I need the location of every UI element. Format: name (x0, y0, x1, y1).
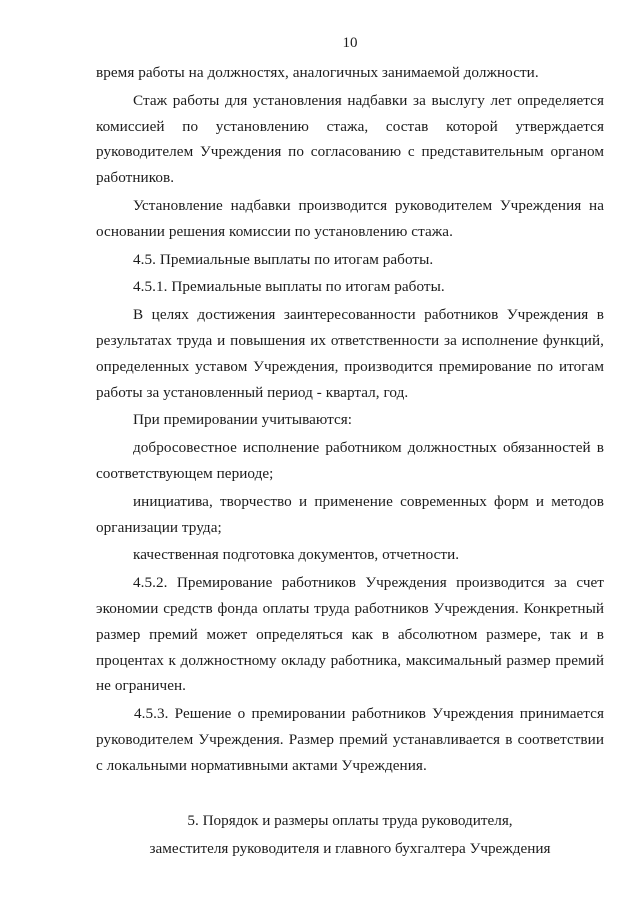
paragraph-1: время работы на должностях, аналогичных занимаемой должности. (96, 64, 539, 81)
paragraph-6: В целях достижения заинтересованности работников Учреждения в результатах труда и повышения их ответственности за исполнение функций, определенных уставом Учреждения, производится премирование по итогам работы за установленный период - квартал, год. (96, 306, 604, 401)
paragraph-5: 4.5.1. Премиальные выплаты по итогам работы. (133, 278, 445, 296)
page-number: 10 (342, 35, 358, 51)
section-heading-line-2: заместителя руководителя и главного бухгалтера Учреждения (149, 839, 551, 857)
paragraph-8: добросовестное исполнение работником должностных обязанностей в соответствующем периоде; (96, 439, 604, 482)
paragraph-7: При премировании учитываются: (133, 411, 353, 429)
paragraph-12: 4.5.3. Решение о премировании работников Учреждения принимается руководителем Учреждения. Размер премий устанавливается в соответствии с локальными нормативными актами Учреждения. (96, 705, 604, 774)
paragraph-2: Стаж работы для установления надбавки за выслугу лет определяется комиссией по установлению стажа, состав которой утверждается руководителем Учреждения по согласованию с представительным органом работников. (96, 91, 604, 187)
paragraph-3: Установление надбавки производится руководителем Учреждения на основании решения комиссии по установлению стажа. (96, 196, 604, 240)
section-heading (96, 807, 604, 863)
paragraph-10: качественная подготовка документов, отчетности. (133, 546, 460, 564)
section-heading-line-1: 5. Порядок и размеры оплаты труда руководителя, (187, 811, 513, 829)
paragraph-11: 4.5.2. Премирование работников Учреждения производится за счет экономии средств фонда оплаты труда работников Учреждения. Конкретный размер премий может определяться как в абсолютном размере, так и в процентах к должностному окладу работника, максимальный размер премий не ограничен. (96, 574, 604, 695)
paragraph-9: инициатива, творчество и применение современных форм и методов организации труда; (96, 492, 604, 536)
paragraph-4: 4.5. Премиальные выплаты по итогам работы. (133, 250, 434, 268)
